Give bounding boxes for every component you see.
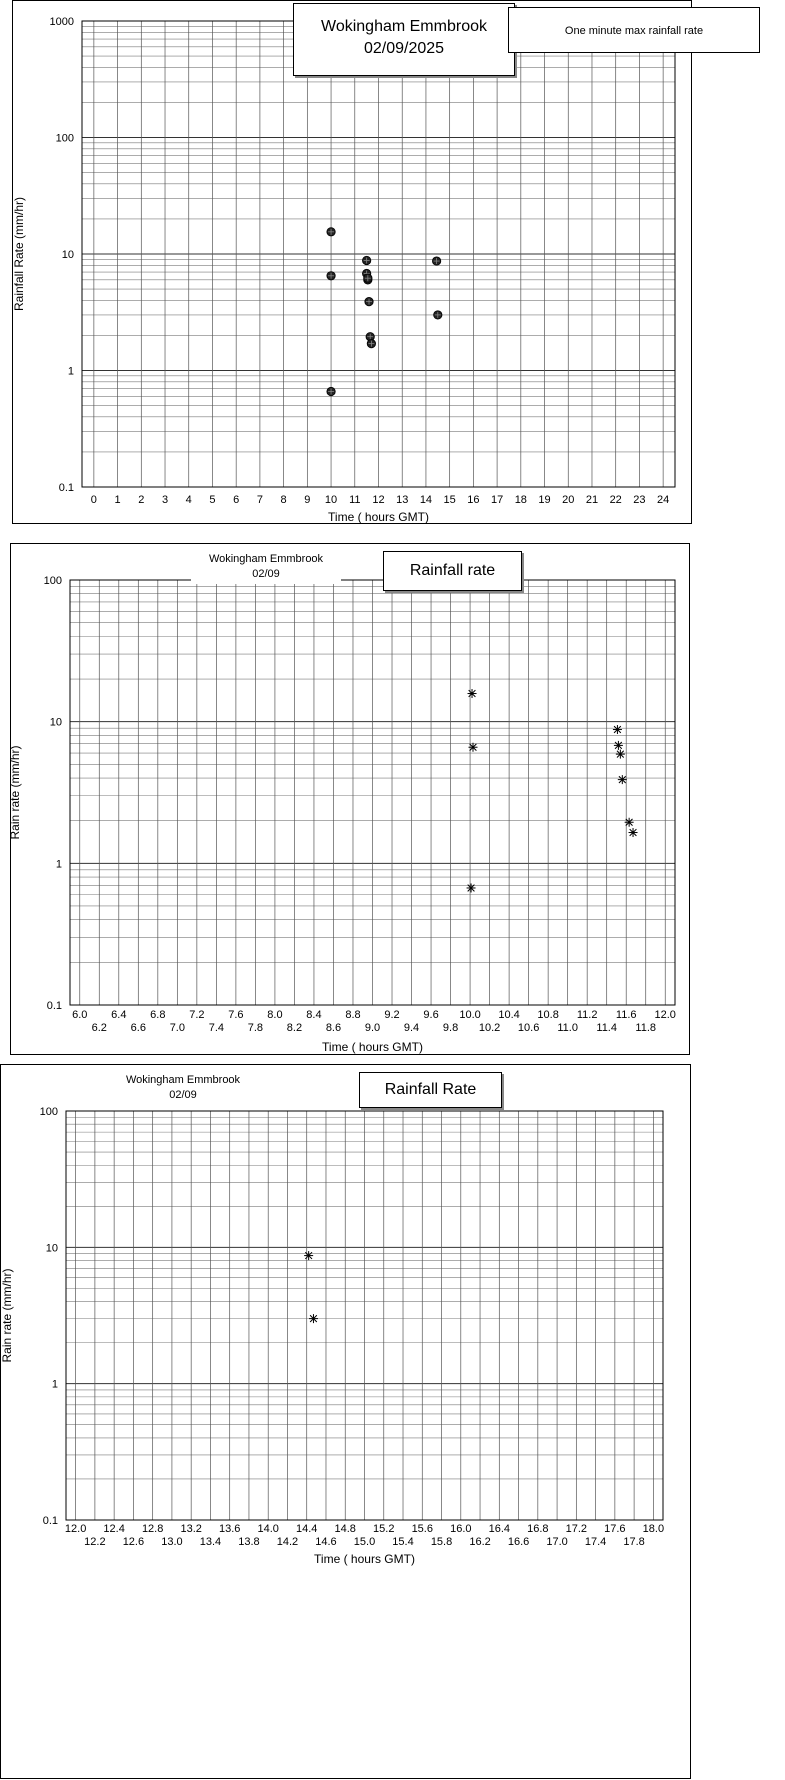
x-tick-label: 13.4 bbox=[199, 1536, 222, 1548]
x-tick-label: 22 bbox=[609, 494, 622, 506]
station-date: 02/09 bbox=[252, 568, 280, 580]
x-tick-label: 11 bbox=[349, 494, 361, 506]
chart-title: Wokingham Emmbrook bbox=[321, 18, 487, 35]
station-label-box bbox=[113, 1073, 253, 1105]
x-tick-label: 14.8 bbox=[334, 1523, 356, 1535]
y-axis-label: Rainfall Rate (mm/hr) bbox=[12, 196, 26, 312]
y-axis-label: Rain rate (mm/hr) bbox=[0, 1268, 14, 1363]
chart-panel-afternoon bbox=[0, 1064, 691, 1779]
data-point bbox=[469, 743, 478, 752]
x-tick-label: 8.4 bbox=[306, 1009, 322, 1021]
x-tick-label: 18 bbox=[514, 494, 527, 506]
x-tick-label: 8 bbox=[280, 494, 287, 506]
x-tick-label: 7 bbox=[256, 494, 263, 506]
y-tick-label: 10 bbox=[61, 249, 74, 261]
chart-panel-daily bbox=[12, 0, 704, 524]
x-tick-label: 12.0 bbox=[654, 1009, 676, 1021]
x-tick-label: 15.0 bbox=[353, 1536, 376, 1548]
y-tick-label: 0.1 bbox=[42, 1515, 58, 1527]
x-tick-label: 10.4 bbox=[498, 1009, 520, 1021]
x-tick-label: 17.0 bbox=[546, 1536, 568, 1548]
chart-panel-morning bbox=[10, 543, 690, 1055]
data-point bbox=[432, 257, 440, 265]
x-tick-label: 7.4 bbox=[208, 1022, 225, 1034]
x-tick-label: 16.6 bbox=[507, 1536, 530, 1548]
x-tick-label: 8.2 bbox=[286, 1022, 303, 1034]
data-point bbox=[365, 297, 373, 305]
y-tick-label: 100 bbox=[39, 1106, 58, 1118]
x-tick-label: 11.2 bbox=[576, 1009, 598, 1021]
x-tick-label: 15 bbox=[443, 494, 456, 506]
x-tick-label: 6.4 bbox=[111, 1009, 127, 1021]
x-tick-label: 6 bbox=[233, 494, 240, 506]
data-point bbox=[364, 274, 372, 282]
x-tick-label: 7.2 bbox=[189, 1009, 205, 1021]
x-tick-label: 9.0 bbox=[364, 1022, 381, 1034]
x-tick-label: 2 bbox=[138, 494, 145, 506]
x-tick-label: 7.8 bbox=[247, 1022, 264, 1034]
data-point bbox=[614, 741, 623, 750]
x-tick-label: 0 bbox=[90, 494, 97, 506]
plot-area bbox=[82, 21, 675, 487]
x-tick-label: 6.0 bbox=[72, 1009, 88, 1021]
x-tick-label: 18.0 bbox=[642, 1523, 665, 1535]
y-tick-label: 1000 bbox=[49, 16, 74, 28]
x-tick-label: 8.8 bbox=[345, 1009, 361, 1021]
x-tick-label: 3 bbox=[161, 494, 169, 506]
x-tick-label: 13.2 bbox=[180, 1523, 202, 1535]
data-point bbox=[367, 339, 375, 347]
legend-box bbox=[508, 7, 760, 53]
x-tick-label: 7.6 bbox=[228, 1009, 244, 1021]
data-point bbox=[629, 828, 638, 837]
station-name: Wokingham Emmbrook bbox=[125, 1074, 241, 1086]
x-tick-label: 9.8 bbox=[442, 1022, 459, 1034]
x-tick-label: 12.0 bbox=[64, 1523, 87, 1535]
x-tick-label: 20 bbox=[562, 494, 575, 506]
y-axis-label: Rain rate (mm/hr) bbox=[8, 745, 22, 840]
x-tick-label: 6.2 bbox=[91, 1022, 107, 1034]
x-tick-label: 10 bbox=[324, 494, 338, 506]
chart-subtitle: 02/09/2025 bbox=[363, 40, 445, 57]
data-point bbox=[309, 1314, 318, 1323]
data-point bbox=[467, 883, 476, 892]
x-tick-label: 12 bbox=[372, 494, 385, 506]
x-tick-label: 15.8 bbox=[430, 1536, 453, 1548]
data-point bbox=[362, 256, 370, 264]
plot-area bbox=[70, 580, 675, 1005]
x-tick-label: 9 bbox=[304, 494, 311, 506]
x-tick-label: 11.8 bbox=[635, 1022, 657, 1034]
x-tick-label: 14.2 bbox=[276, 1536, 299, 1548]
x-tick-label: 12.8 bbox=[141, 1523, 164, 1535]
x-tick-label: 11.6 bbox=[615, 1009, 637, 1021]
x-tick-label: 6.6 bbox=[130, 1022, 146, 1034]
y-tick-label: 100 bbox=[43, 575, 62, 587]
morning-rainfall-chart bbox=[8, 544, 691, 1056]
x-tick-label: 9.4 bbox=[403, 1022, 420, 1034]
station-label-box bbox=[191, 552, 341, 584]
x-tick-label: 10.2 bbox=[478, 1022, 501, 1034]
chart-title-box bbox=[293, 3, 515, 76]
chart-title: Rainfall rate bbox=[409, 562, 496, 579]
x-axis-label: Time ( hours GMT) bbox=[328, 510, 429, 524]
x-tick-label: 8.0 bbox=[267, 1009, 283, 1021]
data-point bbox=[616, 750, 625, 759]
data-point bbox=[613, 725, 622, 734]
x-tick-label: 4 bbox=[185, 494, 192, 506]
y-tick-label: 0.1 bbox=[46, 1000, 62, 1012]
y-tick-label: 1 bbox=[51, 1378, 58, 1391]
x-tick-label: 19 bbox=[538, 494, 551, 506]
x-tick-label: 24 bbox=[657, 494, 670, 506]
x-tick-label: 10.6 bbox=[517, 1022, 540, 1034]
x-tick-label: 14.4 bbox=[296, 1523, 318, 1535]
daily-rainfall-chart bbox=[13, 1, 693, 525]
data-point bbox=[468, 689, 477, 698]
x-tick-label: 21 bbox=[585, 494, 599, 506]
x-tick-label: 9.6 bbox=[423, 1009, 439, 1021]
data-point bbox=[327, 272, 335, 280]
x-tick-label: 23 bbox=[633, 494, 646, 506]
data-point bbox=[327, 387, 335, 395]
x-tick-label: 10.8 bbox=[537, 1009, 559, 1021]
x-tick-label: 16 bbox=[467, 494, 480, 506]
x-tick-label: 12.4 bbox=[103, 1523, 125, 1535]
data-point bbox=[434, 311, 442, 319]
x-tick-label: 17.4 bbox=[584, 1536, 607, 1548]
x-tick-label: 17.6 bbox=[604, 1523, 626, 1535]
x-tick-label: 14.6 bbox=[315, 1536, 337, 1548]
x-tick-label: 14 bbox=[419, 494, 433, 506]
x-tick-label: 17 bbox=[490, 494, 504, 506]
y-tick-label: 1 bbox=[67, 365, 74, 378]
x-tick-label: 11.4 bbox=[596, 1022, 617, 1034]
x-tick-label: 11.0 bbox=[557, 1022, 578, 1034]
y-tick-label: 10 bbox=[49, 716, 62, 729]
x-tick-label: 16.0 bbox=[450, 1523, 472, 1535]
x-tick-label: 13.8 bbox=[238, 1536, 260, 1548]
x-tick-label: 1 bbox=[114, 494, 121, 506]
data-point bbox=[304, 1251, 313, 1260]
station-date: 02/09 bbox=[169, 1089, 197, 1101]
x-tick-label: 14.0 bbox=[257, 1523, 279, 1535]
x-tick-label: 17.8 bbox=[623, 1536, 645, 1548]
x-tick-label: 15.6 bbox=[411, 1523, 433, 1535]
chart-title-box bbox=[383, 551, 522, 591]
data-point bbox=[625, 818, 634, 827]
chart-title-box bbox=[359, 1072, 502, 1108]
x-tick-label: 17.2 bbox=[565, 1523, 588, 1535]
y-tick-label: 10 bbox=[45, 1242, 58, 1255]
x-tick-label: 7.0 bbox=[169, 1022, 185, 1034]
x-tick-label: 13 bbox=[396, 494, 409, 506]
y-tick-label: 1 bbox=[55, 858, 62, 871]
x-tick-label: 6.8 bbox=[150, 1009, 166, 1021]
x-tick-label: 12.2 bbox=[84, 1536, 106, 1548]
x-tick-label: 16.2 bbox=[469, 1536, 491, 1548]
x-axis-label: Time ( hours GMT) bbox=[322, 1040, 423, 1054]
x-tick-label: 15.4 bbox=[392, 1536, 414, 1548]
x-tick-label: 16.4 bbox=[488, 1523, 511, 1535]
plot-area bbox=[66, 1111, 663, 1520]
y-tick-label: 100 bbox=[55, 132, 74, 145]
x-tick-label: 9.2 bbox=[384, 1009, 400, 1021]
x-tick-label: 15.2 bbox=[373, 1523, 395, 1535]
x-tick-label: 12.6 bbox=[122, 1536, 145, 1548]
y-tick-label: 0.1 bbox=[58, 482, 74, 494]
x-tick-label: 10.0 bbox=[459, 1009, 481, 1021]
x-tick-label: 8.6 bbox=[325, 1022, 342, 1034]
chart-title: Rainfall Rate bbox=[384, 1081, 477, 1098]
x-tick-label: 13.0 bbox=[161, 1536, 183, 1548]
legend-label: One minute max rainfall rate bbox=[564, 25, 704, 37]
x-tick-label: 16.8 bbox=[527, 1523, 549, 1535]
x-tick-label: 13.6 bbox=[218, 1523, 241, 1535]
afternoon-rainfall-chart bbox=[1, 1065, 692, 1780]
station-name: Wokingham Emmbrook bbox=[208, 553, 324, 565]
data-point bbox=[618, 775, 627, 784]
x-axis-label: Time ( hours GMT) bbox=[314, 1552, 415, 1566]
data-point bbox=[327, 228, 335, 236]
x-tick-label: 5 bbox=[209, 494, 216, 506]
